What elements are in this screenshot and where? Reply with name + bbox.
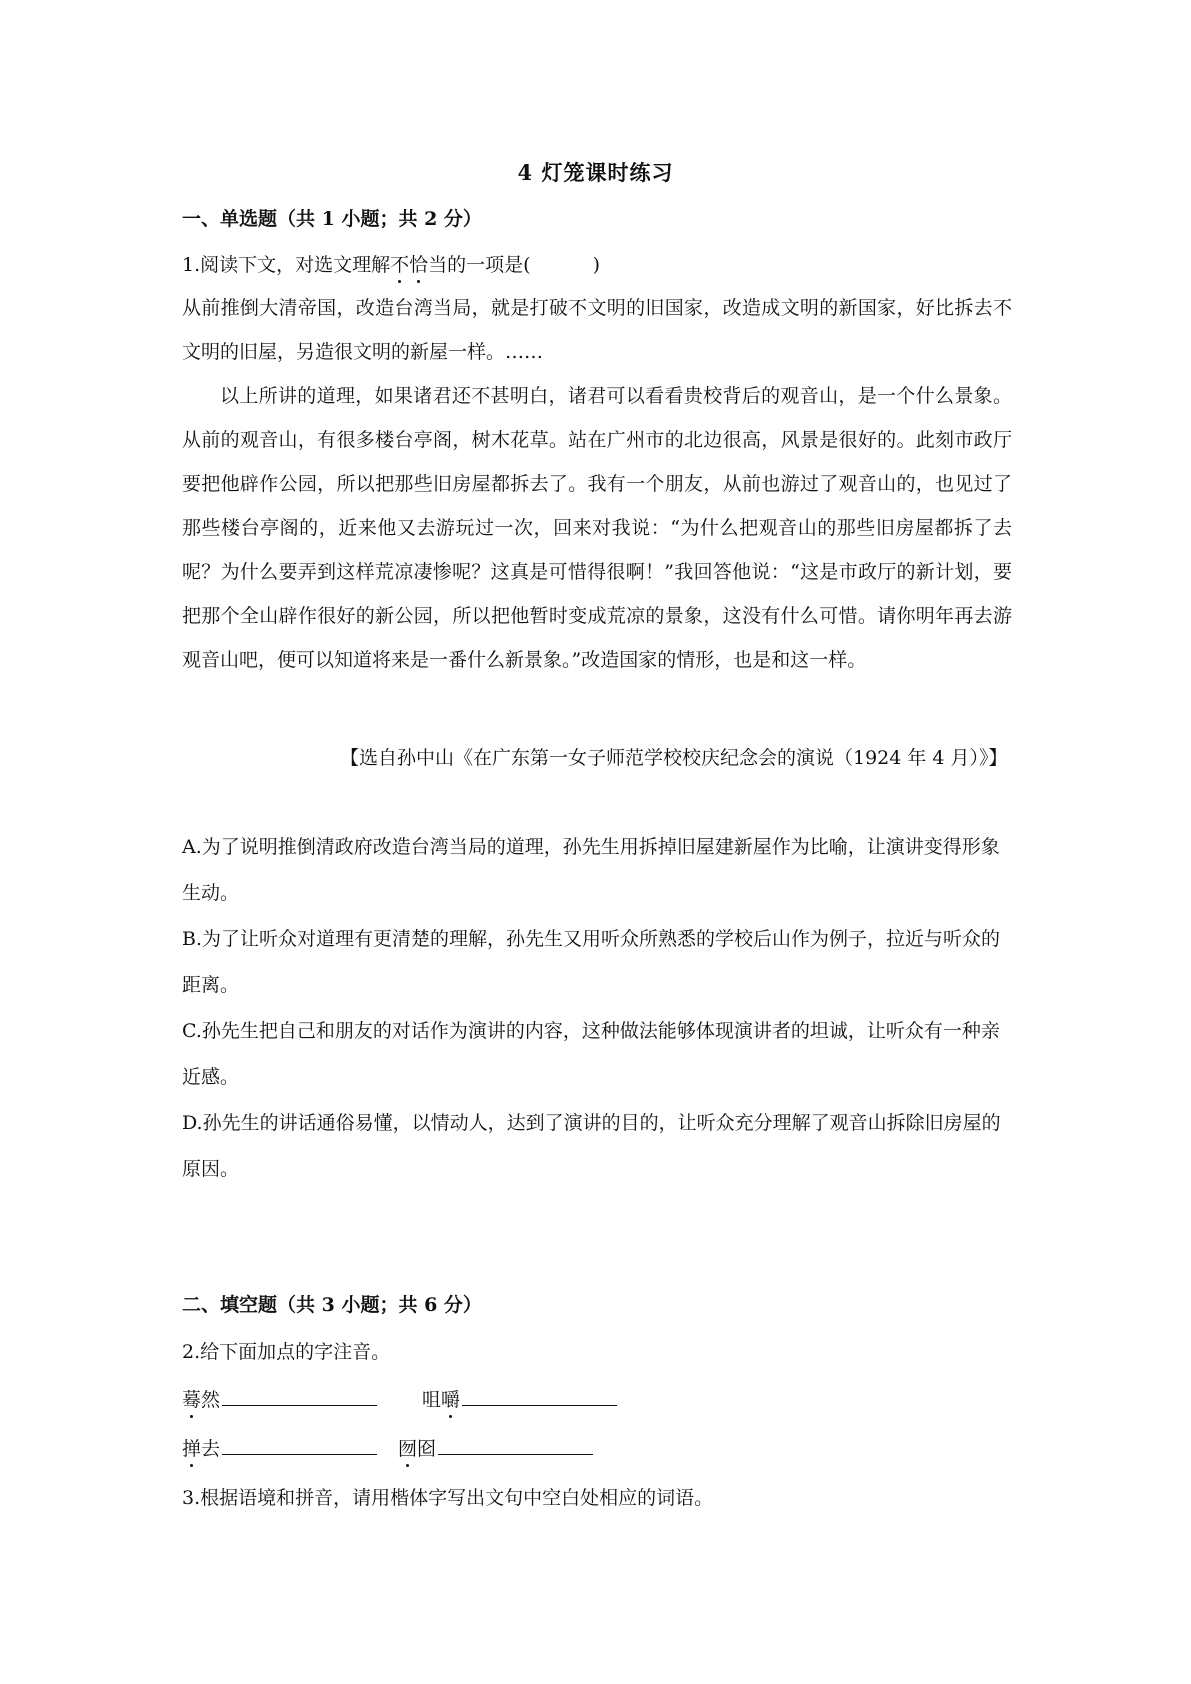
question-2-stem: 2.给下面加点的字注音。 (182, 1341, 391, 1363)
section-heading-single-choice: 一、单选题（共 1 小题；共 2 分） (182, 208, 482, 230)
question-1-stem (182, 250, 600, 277)
item-text: 去 (201, 1438, 221, 1460)
pinyin-item-2 (422, 1385, 617, 1412)
item-text: 然 (201, 1389, 221, 1411)
answer-blank[interactable] (438, 1436, 593, 1455)
item-text: 咀 (422, 1389, 442, 1411)
dotted-char: 掸 (182, 1434, 201, 1461)
passage-paragraph-2: 以上所讲的道理，如果诸君还不甚明白，诸君可以看看贵校背后的观音山，是一个什么景象。从前的观音山，有很多楼台亭阁，树木花草。站在广州市的北边很高，风景是很好的。此刻市政厅要把他辟作公园，所以把那些旧房屋都拆去了。我有一个朋友，从前也游过了观音山的，也见过了那些楼台亭阁的，近来他又去游玩过一次，回来对我说：“为什么把观音山的那些旧房屋都拆了去呢？为什么要弄到这样荒凉凄惨呢？这真是可惜得很啊！”我回答他说：“这是市政厅的新计划，要把那个全山辟作很好的新公园，所以把他暂时变成荒凉的景象，这没有什么可惜。请你明年再去游观音山吧，便可以知道将来是一番什么新景象。”改造国家的情形，也是和这一样。 (182, 385, 1012, 671)
passage-source: 【选自孙中山《在广东第一女子师范学校校庆纪念会的演说（1924 年 4 月）》】 (340, 747, 1008, 769)
question-1-stem-text: 当的一项是( (428, 254, 531, 276)
answer-blank[interactable] (462, 1387, 617, 1406)
question-1-stem-text: 1.阅读下文，对选文理解 (182, 254, 391, 276)
question-3-stem: 3.根据语境和拼音，请用楷体字写出文句中空白处相应的词语。 (182, 1487, 714, 1509)
answer-blank[interactable] (222, 1387, 377, 1406)
dotted-char: 囫 (398, 1434, 417, 1461)
pinyin-item-4 (398, 1434, 593, 1461)
option-a: A.为了说明推倒清政府改造台湾当局的道理，孙先生用拆掉旧屋建新屋作为比喻，让演讲变得形象生动。 (182, 836, 1000, 904)
dotted-char: 嚼 (441, 1385, 460, 1412)
passage-paragraph-1: 从前推倒大清帝国，改造台湾当局，就是打破不文明的旧国家，改造成文明的新国家，好比拆去不文明的旧屋，另造很文明的新屋一样。…… (182, 297, 1012, 363)
question-1-stem-end: ) (592, 254, 601, 276)
reading-passage (182, 286, 1012, 682)
option-d: D.孙先生的讲话通俗易懂，以情动人，达到了演讲的目的，让听众充分理解了观音山拆除旧房屋的原因。 (182, 1112, 1001, 1180)
dotted-char: 恰 (409, 250, 428, 277)
dotted-char: 不 (390, 250, 409, 277)
section-heading-fill-blank: 二、填空题（共 3 小题；共 6 分） (182, 1294, 482, 1316)
page-title: 4 灯笼课时练习 (517, 160, 674, 185)
dotted-char: 蓦 (182, 1385, 201, 1412)
pinyin-item-1 (182, 1385, 377, 1412)
option-b: B.为了让听众对道理有更清楚的理解，孙先生又用听众所熟悉的学校后山作为例子，拉近与听众的距离。 (182, 928, 1001, 996)
pinyin-item-3 (182, 1434, 377, 1461)
answer-blank[interactable] (222, 1436, 377, 1455)
item-text: 囵 (417, 1438, 437, 1460)
option-c: C.孙先生把自己和朋友的对话作为演讲的内容，这种做法能够体现演讲者的坦诚，让听众有一种亲近感。 (182, 1020, 1000, 1088)
